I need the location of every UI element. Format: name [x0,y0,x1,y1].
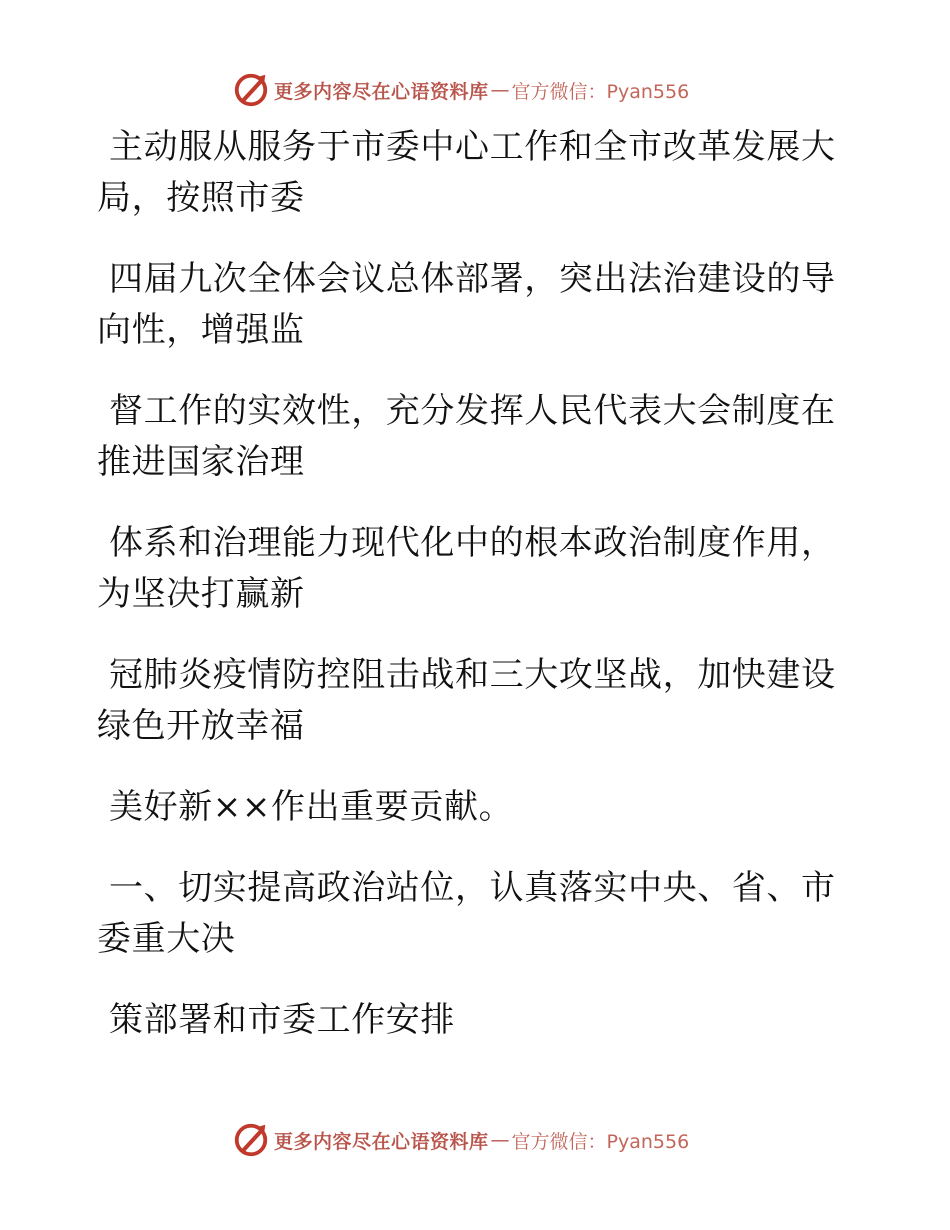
paragraph-line: 主动服从服务于市委中心工作和全市改革发展大 [109,127,836,167]
paragraph [97,863,836,965]
watermark-dash: — [490,1129,510,1151]
paragraph [97,518,836,620]
paragraph-line: 为坚决打赢新 [97,574,305,614]
paragraph-line: 推进国家治理 [97,442,305,482]
header-watermark [232,70,689,110]
watermark-dash: — [490,79,510,101]
paragraph-line: 四届九次全体会议总体部署，突出法治建设的导 [109,259,836,299]
paragraph [97,254,836,356]
paragraph-line: 向性，增强监 [97,310,305,350]
watermark-text: 更多内容尽在心语资料库 [274,80,489,103]
paragraph [97,386,836,488]
document-body [97,122,836,1076]
paragraph [97,782,832,833]
paragraph-line: 冠肺炎疫情防控阻击战和三大攻坚战，加快建设 [109,655,836,695]
quill-logo-icon [232,71,270,109]
watermark-text: 更多内容尽在心语资料库 [274,1130,489,1153]
paragraph-line: 局，按照市委 [97,178,305,218]
paragraph [97,122,836,224]
watermark-wechat: 官方微信：Pyan556 [511,1130,690,1153]
paragraph [97,995,832,1046]
paragraph [97,650,836,752]
watermark-wechat: 官方微信：Pyan556 [511,80,690,103]
quill-logo-icon [232,1121,270,1159]
paragraph-line: 一、切实提高政治站位，认真落实中央、省、市 [109,868,836,908]
paragraph-line: 美好新××作出重要贡献。 [109,787,514,827]
paragraph-line: 绿色开放幸福 [97,706,305,746]
paragraph-line: 督工作的实效性，充分发挥人民代表大会制度在 [109,391,836,431]
paragraph-line: 体系和治理能力现代化中的根本政治制度作用， [109,523,836,563]
paragraph-line: 策部署和市委工作安排 [109,1000,455,1040]
paragraph-line: 委重大决 [97,919,236,959]
footer-watermark [232,1120,689,1160]
